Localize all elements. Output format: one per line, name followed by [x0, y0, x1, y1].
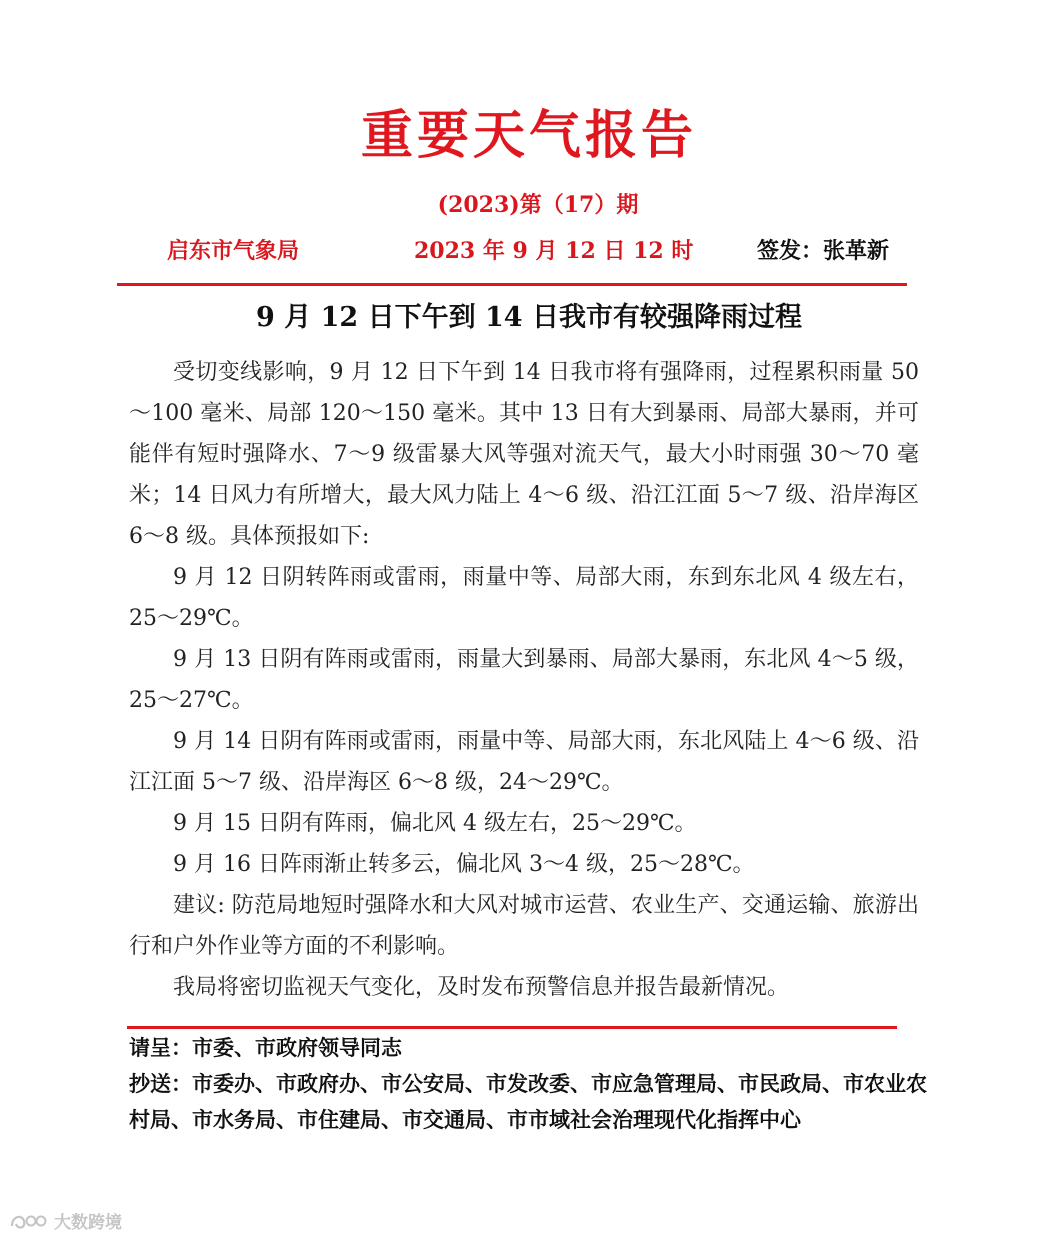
report-headline: 9 月 12 日下午到 14 日我市有较强降雨过程 — [256, 302, 802, 333]
forecast-sep-14: 9 月 14 日阴有阵雨或雷雨，雨量中等、局部大雨，东北风陆上 4～6 级、沿江江面 5～7 级、沿岸海区 6～8 级，24～29℃。 — [129, 729, 919, 795]
signer: 签发：张革新 — [757, 238, 890, 264]
report-body — [129, 352, 919, 1008]
copy-to: 抄送：市委办、市政府办、市公安局、市发改委、市应急管理局、市民政局、市农业农村局、市水务局、市住建局、市交通局、市市域社会治理现代化指挥中心 — [129, 1071, 927, 1132]
issue-date: 2023 年 9 月 12 日 12 时 — [414, 238, 694, 264]
forecast-sep-13: 9 月 13 日阴有阵雨或雷雨，雨量大到暴雨、局部大暴雨，东北风 4～5 级，25～27℃。 — [129, 647, 919, 713]
issue-number: (2023)第（17）期 — [437, 192, 639, 218]
distribution-list — [129, 1030, 929, 1138]
body-paragraph-intro: 受切变线影响，9 月 12 日下午到 14 日我市将有强降雨，过程累积雨量 50～100 毫米、局部 120～150 毫米。其中 13 日有大到暴雨、局部大暴雨，并可能伴有短时强降水、7～9 级雷暴大风等强对流天气，最大小时雨强 30～70 毫米；14 日风力有所增大，最大风力陆上 4～6 级、沿江江面 5～7 级、沿岸海区 6～8 级。具体预报如下: — [129, 360, 919, 549]
forecast-sep-15: 9 月 15 日阴有阵雨，偏北风 4 级左右，25～29℃。 — [173, 811, 697, 836]
closing-paragraph: 我局将密切监视天气变化，及时发布预警信息并报告最新情况。 — [173, 975, 790, 1000]
watermark-logo-icon — [8, 1210, 48, 1232]
watermark — [8, 1208, 122, 1233]
document-title: 重要天气报告 — [360, 105, 697, 166]
forecast-sep-12: 9 月 12 日阴转阵雨或雷雨，雨量中等、局部大雨，东到东北风 4 级左右，25～29℃。 — [129, 565, 919, 631]
header-divider — [117, 283, 907, 286]
submit-to: 请呈：市委、市政府领导同志 — [129, 1035, 402, 1060]
forecast-sep-16: 9 月 16 日阵雨渐止转多云，偏北风 3～4 级，25～28℃。 — [173, 852, 755, 877]
footer-divider — [127, 1026, 897, 1029]
issuing-organization: 启东市气象局 — [167, 238, 300, 264]
advice-paragraph: 建议: 防范局地短时强降水和大风对城市运营、农业生产、交通运输、旅游出行和户外作业等方面的不利影响。 — [129, 893, 919, 959]
watermark-text: 大数跨境 — [54, 1213, 122, 1233]
